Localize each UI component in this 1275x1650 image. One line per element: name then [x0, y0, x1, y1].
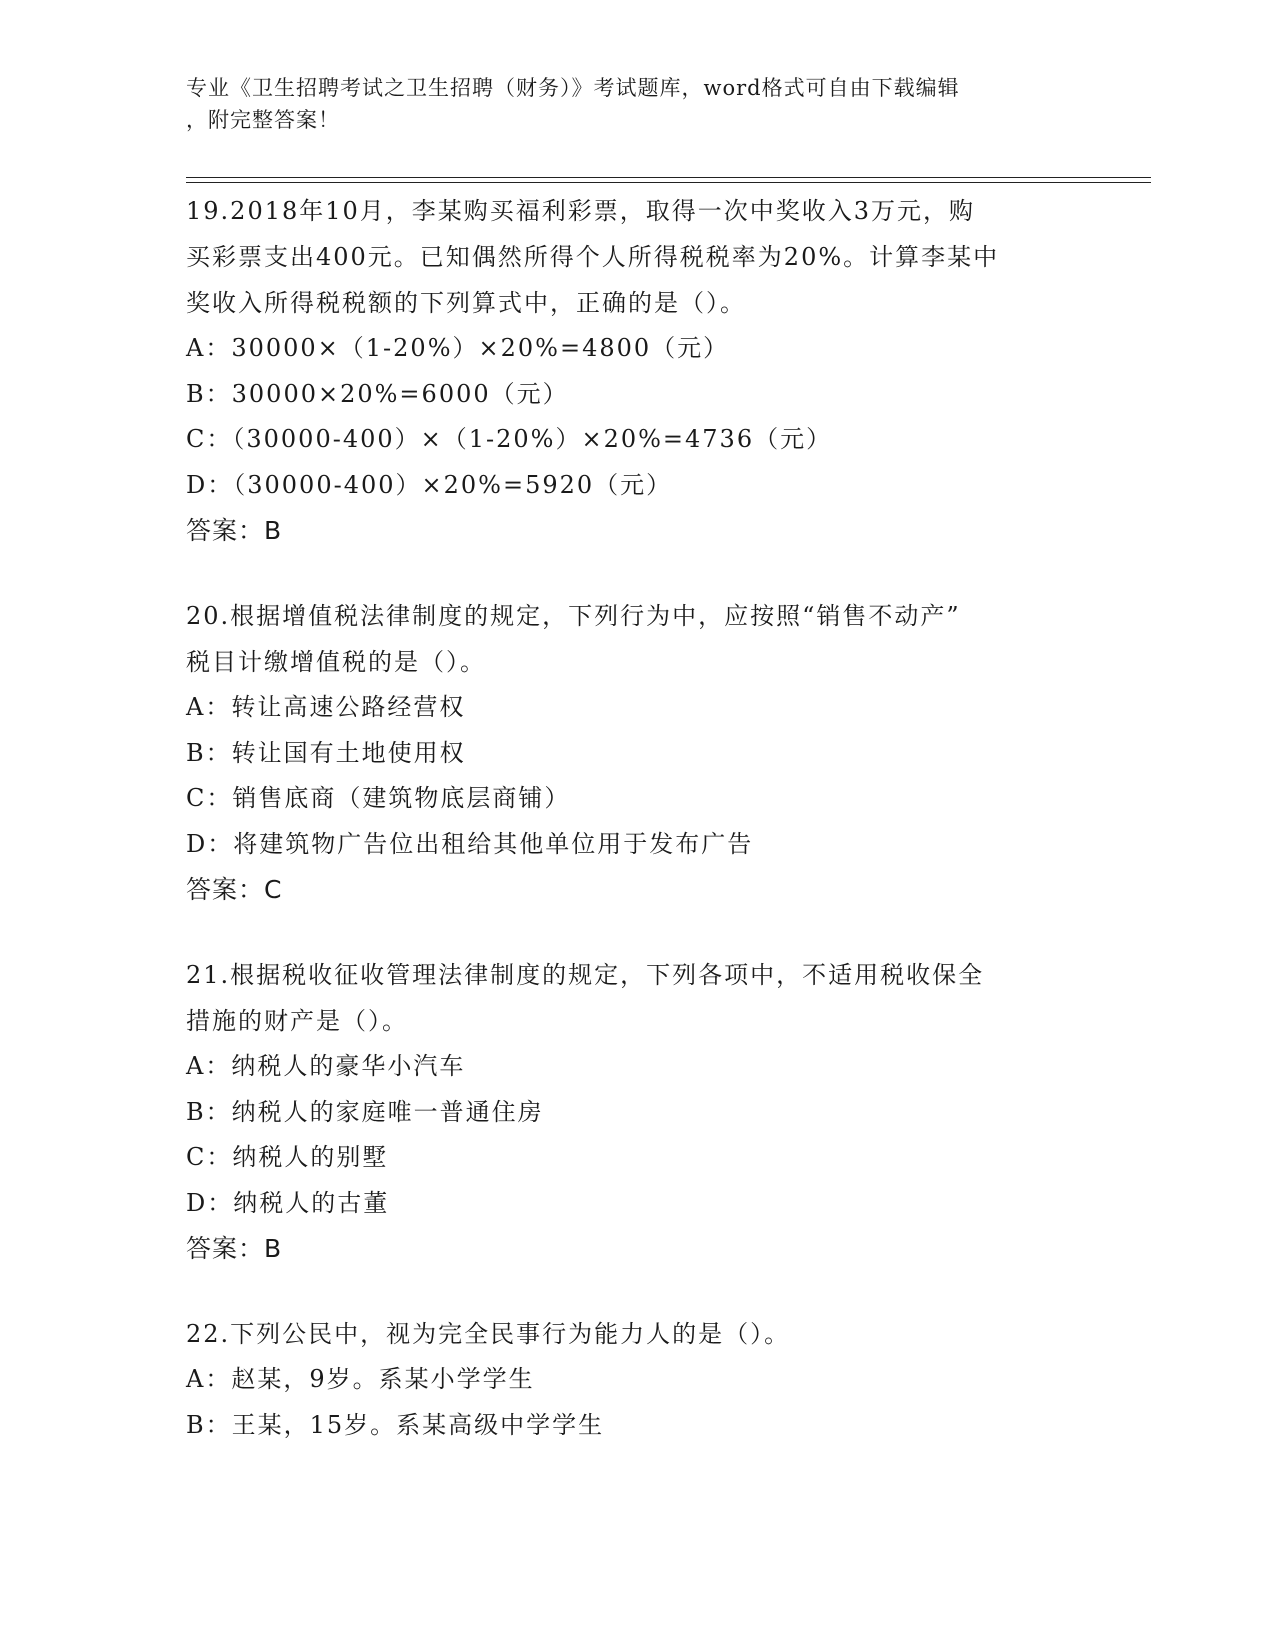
- question-22: [186, 1311, 1086, 1448]
- question-stem-line: 22.下列公民中，视为完全民事行为能力人的是（）。: [186, 1320, 791, 1348]
- option-a: A：赵某，9岁。系某小学学生: [186, 1365, 535, 1393]
- question-spacer: [186, 1272, 1086, 1311]
- option-b: B：30000×20%=6000（元）: [186, 379, 569, 408]
- header-line-2: ，附完整答案！: [186, 108, 340, 132]
- option-a: A：转让高速公路经营权: [186, 693, 466, 721]
- option-b: B：王某，15岁。系某高级中学学生: [186, 1410, 605, 1439]
- question-21: [186, 952, 1086, 1272]
- option-b: B：纳税人的家庭唯一普通住房: [186, 1097, 544, 1126]
- answer-line: 答案：B: [186, 1234, 283, 1263]
- option-d: D：纳税人的古董: [186, 1188, 390, 1217]
- question-stem-line: 措施的财产是（）。: [186, 1007, 408, 1035]
- header-divider-top: [186, 177, 1151, 178]
- option-a: A：30000×（1-20%）×20%=4800（元）: [186, 334, 730, 362]
- question-stem-line: 买彩票支出400元。已知偶然所得个人所得税税率为20%。计算李某中: [186, 243, 1000, 271]
- option-a: A：纳税人的豪华小汽车: [186, 1052, 466, 1080]
- question-spacer: [186, 554, 1086, 593]
- question-stem-line: 19.2018年10月，李某购买福利彩票，取得一次中奖收入3万元，购: [186, 197, 976, 225]
- option-b: B：转让国有土地使用权: [186, 738, 466, 767]
- question-stem-line: 奖收入所得税税额的下列算式中，正确的是（）。: [186, 289, 746, 317]
- option-c: C：纳税人的别墅: [186, 1143, 389, 1171]
- answer-line: 答案：C: [186, 875, 283, 904]
- header-divider-bottom: [186, 182, 1151, 183]
- question-20: [186, 593, 1086, 913]
- question-19: [186, 188, 1086, 554]
- answer-line: 答案：B: [186, 516, 283, 545]
- option-c: C：（30000-400）×（1-20%）×20%=4736（元）: [186, 425, 833, 453]
- option-c: C：销售底商（建筑物底层商铺）: [186, 784, 571, 812]
- question-stem-line: 21.根据税收征收管理法律制度的规定，下列各项中，不适用税收保全: [186, 961, 985, 989]
- option-d: D：（30000-400）×20%=5920（元）: [186, 470, 673, 499]
- question-stem-line: 税目计缴增值税的是（）。: [186, 648, 486, 676]
- document-header: [186, 72, 1086, 136]
- question-spacer: [186, 913, 1086, 952]
- question-stem-line: 20.根据增值税法律制度的规定，下列行为中，应按照“销售不动产”: [186, 602, 961, 630]
- question-list: [186, 188, 1086, 1448]
- header-line-1: 专业《卫生招聘考试之卫生招聘（财务）》考试题库，word格式可自由下载编辑: [186, 76, 960, 100]
- option-d: D：将建筑物广告位出租给其他单位用于发布广告: [186, 829, 754, 858]
